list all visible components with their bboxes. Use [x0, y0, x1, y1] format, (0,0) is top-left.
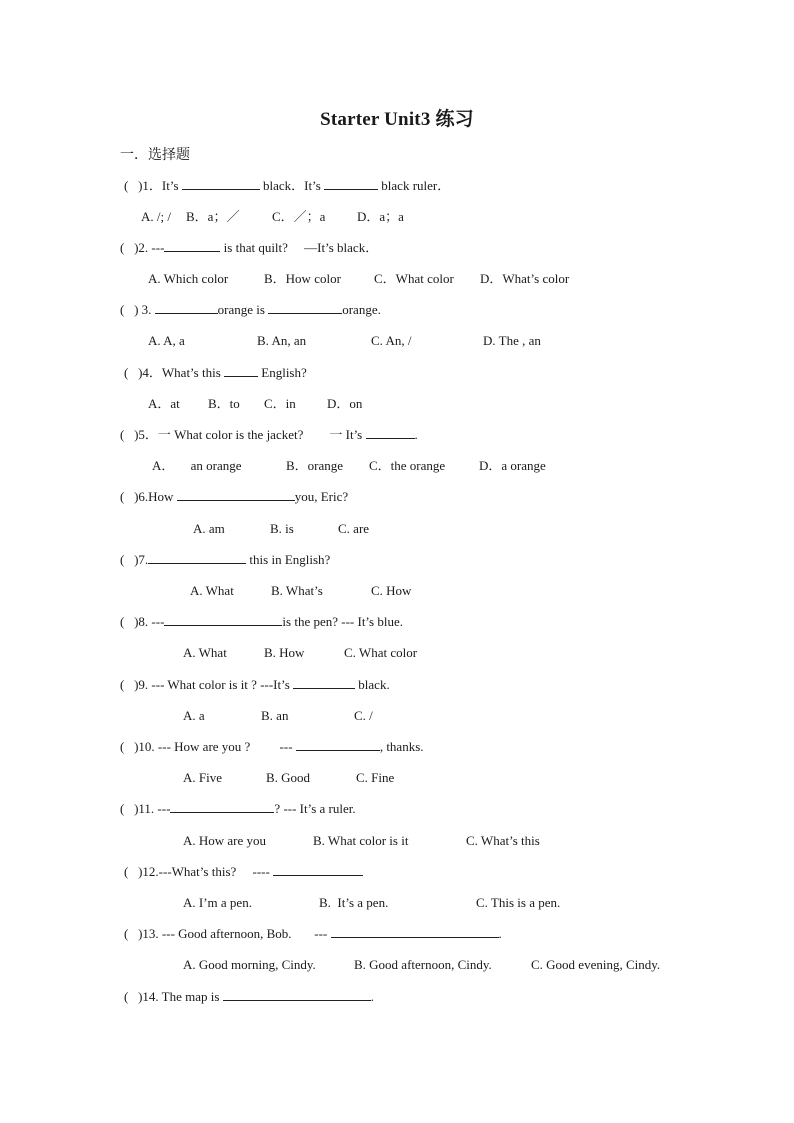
- answer-blank[interactable]: [170, 800, 274, 813]
- answer-blank[interactable]: [224, 364, 258, 377]
- answer-blank[interactable]: [164, 613, 282, 626]
- question-text: is that quilt? —It’s black．: [220, 240, 379, 255]
- option-c: C．the orange: [369, 458, 446, 473]
- option-a: A. /; /: [141, 209, 171, 224]
- question-text: ( ) 3.: [120, 302, 155, 317]
- question-6: [120, 488, 348, 506]
- question-text: ( )9. --- What color is it ? ---It’s: [120, 677, 294, 692]
- option-c: C．What color: [374, 271, 454, 286]
- option-b: B. What’s: [271, 583, 323, 598]
- option-b: B．to: [208, 396, 240, 411]
- question-text: English?: [258, 365, 307, 380]
- question-12: [124, 863, 363, 881]
- question-text: orange is: [217, 302, 269, 317]
- question-1: [124, 177, 450, 195]
- option-c: C. are: [338, 521, 370, 536]
- option-c: C．in: [264, 396, 296, 411]
- option-b: B. an: [261, 708, 289, 723]
- question-text: is the pen? --- It’s blue.: [282, 614, 403, 629]
- answer-blank[interactable]: [296, 738, 380, 751]
- option-c: C. What color: [344, 645, 418, 660]
- option-c: C．／；a: [272, 209, 326, 224]
- option-d: D．a orange: [479, 458, 546, 473]
- option-a: A. What: [190, 583, 234, 598]
- question-text: .: [414, 427, 418, 442]
- answer-blank[interactable]: [366, 426, 415, 439]
- answer-blank[interactable]: [268, 301, 342, 314]
- question-text: ( )4．What’s this: [124, 365, 225, 380]
- question-7: [120, 551, 330, 569]
- question-text: black．It’s: [259, 178, 325, 193]
- question-5: [120, 426, 418, 444]
- option-a: A. Five: [183, 770, 222, 785]
- option-d: D．a；a: [357, 209, 404, 224]
- answer-blank[interactable]: [182, 177, 260, 190]
- question-11: [120, 800, 356, 818]
- answer-blank[interactable]: [324, 177, 378, 190]
- question-text: , thanks.: [379, 739, 424, 754]
- question-8: [120, 613, 403, 631]
- option-b: B. How: [264, 645, 305, 660]
- question-text: ( )8. ---: [120, 614, 165, 629]
- question-text: ( )11. ---: [120, 801, 171, 816]
- option-a: A． an orange: [152, 458, 242, 473]
- question-text: you, Eric?: [294, 489, 349, 504]
- option-a: A. A, a: [148, 333, 185, 348]
- question-3: [120, 301, 381, 319]
- question-text: ( )2. ---: [120, 240, 165, 255]
- option-b: B. What color is it: [313, 833, 409, 848]
- question-9: [120, 676, 390, 694]
- option-b: B. Good: [266, 770, 311, 785]
- option-c: C. This is a pen.: [476, 895, 561, 910]
- option-a: A．at: [148, 396, 180, 411]
- option-a: A. I’m a pen.: [183, 895, 252, 910]
- option-c: C. Fine: [356, 770, 395, 785]
- question-4: [124, 364, 307, 382]
- answer-blank[interactable]: [164, 239, 220, 252]
- option-a: A. a: [183, 708, 205, 723]
- option-a: A. am: [193, 521, 225, 536]
- question-2: [120, 239, 378, 257]
- question-text: ( )14. The map is: [124, 989, 223, 1004]
- option-b: B. It’s a pen.: [319, 895, 389, 910]
- option-d: D．on: [327, 396, 363, 411]
- answer-blank[interactable]: [293, 676, 355, 689]
- option-b: B．orange: [286, 458, 344, 473]
- option-b: B．a；／: [186, 209, 240, 224]
- question-text: .: [498, 926, 502, 941]
- page-title: Starter Unit3 练习: [320, 109, 474, 130]
- question-text: this in English?: [246, 552, 331, 567]
- option-a: A. Which color: [148, 271, 229, 286]
- option-b: B. An, an: [257, 333, 307, 348]
- answer-blank[interactable]: [155, 301, 218, 314]
- option-b: B. is: [270, 521, 294, 536]
- option-c: C. /: [354, 708, 373, 723]
- option-c: C. What’s this: [466, 833, 540, 848]
- option-c: C. Good evening, Cindy.: [531, 957, 661, 972]
- question-14: [124, 988, 374, 1006]
- answer-blank[interactable]: [223, 988, 371, 1001]
- section-heading: 一．选择题: [120, 147, 190, 163]
- option-c: C. An, /: [371, 333, 412, 348]
- question-text: ( )13. --- Good afternoon, Bob. ---: [124, 926, 331, 941]
- answer-blank[interactable]: [177, 488, 295, 501]
- question-text: black ruler．: [378, 178, 451, 193]
- option-c: C. How: [371, 583, 412, 598]
- question-text: ( )6.How: [120, 489, 177, 504]
- question-13: [124, 925, 502, 943]
- answer-blank[interactable]: [331, 925, 499, 938]
- option-d: D．What’s color: [480, 271, 570, 286]
- question-text: .: [370, 989, 374, 1004]
- question-10: [120, 738, 424, 756]
- option-a: A. Good morning, Cindy.: [183, 957, 316, 972]
- question-text: ? --- It’s a ruler.: [274, 801, 356, 816]
- question-text: black.: [355, 677, 390, 692]
- option-b: B. Good afternoon, Cindy.: [354, 957, 492, 972]
- question-text: ( )7.: [120, 552, 149, 567]
- question-text: ( )12.---What’s this? ----: [124, 864, 274, 879]
- question-text: ( )1．It’s: [124, 178, 182, 193]
- option-a: A. What: [183, 645, 227, 660]
- option-b: B．How color: [264, 271, 341, 286]
- question-text: ( )5．一 What color is the jacket? 一 It’s: [120, 427, 366, 442]
- answer-blank[interactable]: [148, 551, 246, 564]
- option-a: A. How are you: [183, 833, 267, 848]
- option-d: D. The , an: [483, 333, 541, 348]
- question-text: ( )10. --- How are you ? ---: [120, 739, 296, 754]
- answer-blank[interactable]: [273, 863, 363, 876]
- question-text: orange.: [342, 302, 381, 317]
